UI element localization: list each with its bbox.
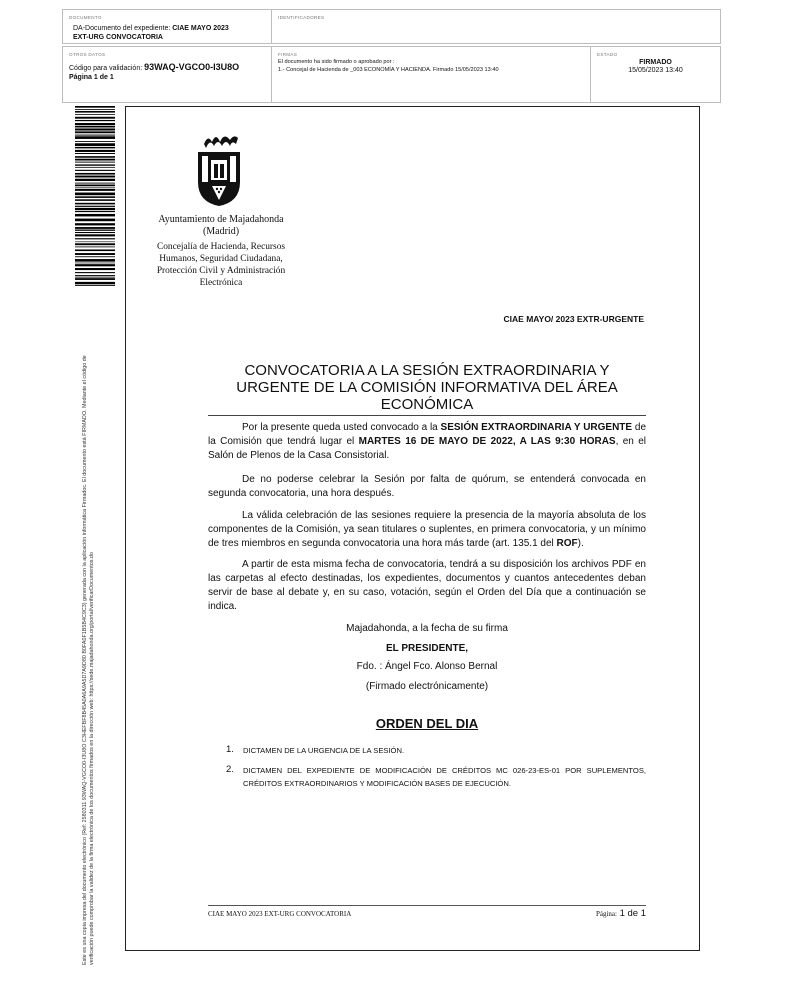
barcode-bar (75, 246, 115, 247)
barcode-bar (75, 232, 115, 233)
barcode-bar (75, 275, 115, 276)
barcode-bar (75, 123, 115, 125)
estado-label: ESTADO (597, 52, 618, 57)
barcode-bar (75, 170, 115, 171)
barcode-bar (75, 179, 115, 181)
barcode-bar (75, 278, 115, 280)
document-title (208, 362, 646, 413)
barcode-bar (75, 114, 115, 115)
barcode-bar (75, 203, 115, 205)
barcode-bar (75, 264, 115, 266)
barcode-bar (75, 243, 115, 245)
barcode-bar (75, 253, 115, 255)
org-dept-line1: Concejalía de Hacienda, Recursos (156, 242, 286, 252)
barcode-bar (75, 211, 115, 212)
documento-cell (63, 10, 272, 43)
barcode-bar (75, 263, 115, 264)
agenda-item (226, 744, 646, 758)
paragraph-1 (208, 421, 646, 463)
org-name: Ayuntamiento de Majadahonda (158, 214, 284, 225)
paragraph-2: De no poderse celebrar la Sesión por falta de quórum, se entenderá convocada en segunda convocatoria, una hora después. (208, 474, 646, 499)
barcode-bar (75, 153, 115, 154)
documento-label: DOCUMENTO (69, 15, 102, 20)
firmas-cell (272, 47, 591, 102)
barcode-bar (75, 131, 115, 133)
barcode-bar (75, 109, 115, 110)
barcode-bar (75, 156, 115, 158)
p1-text-e: , en el Salón de Plenos de la Casa Consistorial. (208, 436, 646, 461)
barcode-bar (75, 187, 115, 188)
org-city: (Madrid) (202, 226, 240, 237)
barcode-bar (75, 143, 115, 146)
agenda-item-number: 1. (226, 744, 234, 755)
paragraph-3 (208, 509, 646, 551)
org-dept-line3: Protección Civil y Administración (156, 266, 286, 276)
header-row-2 (62, 46, 721, 103)
agenda-item-number: 2. (226, 764, 234, 775)
estado-date: 15/05/2023 13:40 (628, 67, 683, 74)
barcode-bar (75, 272, 115, 273)
barcode-bar (75, 159, 115, 161)
barcode-bar (75, 282, 115, 284)
identificadores-cell (272, 10, 720, 43)
barcode-bar (75, 242, 115, 243)
barcode-bar (75, 128, 115, 130)
title-line2: URGENTE DE LA COMISIÓN INFORMATIVA DEL ÁREA (236, 379, 618, 396)
otros-datos-label: OTROS DATOS (69, 52, 106, 57)
barcode-bar (75, 193, 115, 196)
barcode-bar (75, 199, 115, 201)
codigo-line (69, 63, 239, 73)
p1-session-date: MARTES 16 DE MAYO DE 2022, A LAS 9:30 HORAS (358, 436, 616, 447)
president-title: EL PRESIDENTE, (385, 643, 469, 654)
codigo-label: Código para validación: (69, 65, 143, 72)
barcode-bar (75, 147, 115, 149)
barcode-bar (75, 183, 115, 184)
barcode-bar (75, 214, 115, 216)
agenda-item-text: DICTAMEN DE LA URGENCIA DE LA SESIÓN. (243, 746, 405, 755)
footer-page-value: 1 de 1 (619, 908, 646, 919)
pagina-text: Página 1 de 1 (69, 74, 114, 81)
org-dept-line2: Humanos, Seguridad Ciudadana, (159, 254, 283, 264)
barcode-bar (75, 208, 115, 210)
barcode-bar (75, 238, 115, 239)
title-line3: ECONÓMICA (380, 396, 474, 413)
p1-text-c: de la Comisión que tendrá lugar el (208, 422, 647, 447)
barcode-image (75, 106, 115, 286)
footer-doc-name: CIAE MAYO 2023 EXT-URG CONVOCATORIA (208, 910, 352, 918)
majadahonda-logo-icon (196, 130, 242, 206)
otros-datos-cell (63, 47, 272, 102)
place-date: Majadahonda, a la fecha de su firma (346, 623, 508, 634)
signed-note: (Firmado electrónicamente) (365, 681, 489, 692)
firmas-line2: 1.- Concejal de Hacienda de _003 ECONOMÍA Y HACIENDA. Firmado 15/05/2023 13:40 (278, 67, 499, 73)
estado-value: FIRMADO (639, 59, 672, 66)
firmas-label: FIRMAS (278, 52, 298, 57)
codigo-value: 93WAQ-VGCO0-I3U8O (144, 62, 240, 72)
documento-line (73, 24, 229, 33)
document-reference: CIAE MAYO/ 2023 EXTR-URGENTE (503, 314, 644, 324)
barcode-bar (75, 196, 115, 198)
p3-rof: ROF (556, 538, 578, 549)
p1-text-a: Por la presente queda usted convocado a la (242, 422, 441, 433)
estado-cell (591, 47, 720, 102)
side-text-line1: Este es una copia impresa del documento electrónico (Ref: 2580311 93WAQ-VGCO0-I3U8O C3HEFBF8B45A0A6A9A5D7A9D80 B0FA0F1B5B4C9C3) generada con la aplicación informática Firmadoc. El documento está FIRMADO. Mediante el código de (82, 355, 88, 965)
agenda-item-text: DICTAMEN DEL EXPEDIENTE DE MODIFICACIÓN DE CRÉDITOS MC 026-23-ES-01 POR SUPLEMENTOS, CRÉDITOS EXTRAORDINARIOS Y MODIFICACIÓN BASES DE EJECUCIÓN. (243, 766, 646, 788)
barcode-bar (75, 189, 115, 191)
p3-text-c: ). (577, 538, 584, 549)
identificadores-label: IDENTIFICADORES (278, 15, 325, 20)
barcode-bar (75, 259, 115, 262)
barcode-bar (75, 164, 115, 165)
org-dept-line4: Electrónica (199, 278, 243, 288)
documento-name: CIAE MAYO 2023 (172, 25, 229, 32)
barcode-bar (75, 277, 115, 278)
barcode-bar (75, 167, 115, 168)
barcode-bar (75, 230, 115, 231)
barcode-bar (75, 106, 115, 108)
barcode-bar (75, 206, 115, 207)
orden-del-dia-title: ORDEN DEL DIA (375, 716, 479, 731)
footer-page-number (596, 908, 646, 919)
barcode-bar (75, 150, 115, 152)
barcode-bar (75, 173, 115, 175)
barcode-bar (75, 136, 115, 139)
documento-prefix: DA-Documento del expediente: (73, 25, 171, 32)
barcode-bar (75, 256, 115, 257)
barcode-bar (75, 141, 115, 142)
header-row-1 (62, 9, 721, 44)
barcode-bar (75, 234, 115, 236)
p1-session-type: SESIÓN EXTRAORDINARIA Y URGENTE (440, 422, 633, 433)
side-text-line2: verificación puede comprobar la validez de la firma electrónica de los documentos firmados en la dirección web: https://sede.majadahonda.org/portal/verificarDocumentos.do (89, 552, 95, 965)
barcode-bar (75, 126, 115, 128)
barcode-bar (75, 120, 115, 121)
barcode-bar (75, 285, 115, 286)
documento-name2: EXT-URG CONVOCATORIA (73, 34, 163, 41)
barcode-bar (75, 135, 115, 136)
footer-page-label: Página: (595, 910, 617, 918)
barcode-bar (75, 223, 115, 225)
barcode-bar (75, 117, 115, 119)
firmas-line1: El documento ha sido firmado o aprobado por : (278, 59, 395, 65)
barcode-bar (75, 227, 115, 229)
paragraph-4: A partir de esta misma fecha de convocatoria, tendrá a su disposición los archivos PDF en las carpetas al efecto destinadas, los expedientes, documentos y cuantos antecedentes deban servir de base al debate y, en su caso, votación, según el Orden del Día que a continuación se indica. (208, 559, 646, 612)
barcode-bar (75, 249, 115, 251)
agenda-item (226, 764, 646, 792)
title-rule (208, 415, 646, 416)
barcode-bar (75, 111, 115, 113)
barcode-bar (75, 268, 115, 270)
barcode-bar (75, 184, 115, 186)
title-line1: CONVOCATORIA A LA SESIÓN EXTRAORDINARIA Y (244, 362, 610, 379)
barcode-bar (75, 176, 115, 178)
signer-name: Fdo. : Ángel Fco. Alonso Bernal (356, 661, 498, 672)
p3-text-a: La válida celebración de las sesiones requiere la presencia de la mayoría absoluta de los componentes de la Comisión, ya sean titulares o suplentes, en primera convocatoria, y un mínimo de tres miembros en segunda convocatoria una hora más tarde (art. 135.1 del (208, 510, 646, 549)
page-footer (208, 905, 646, 918)
barcode-bar (75, 162, 115, 163)
barcode-bar (75, 219, 115, 222)
